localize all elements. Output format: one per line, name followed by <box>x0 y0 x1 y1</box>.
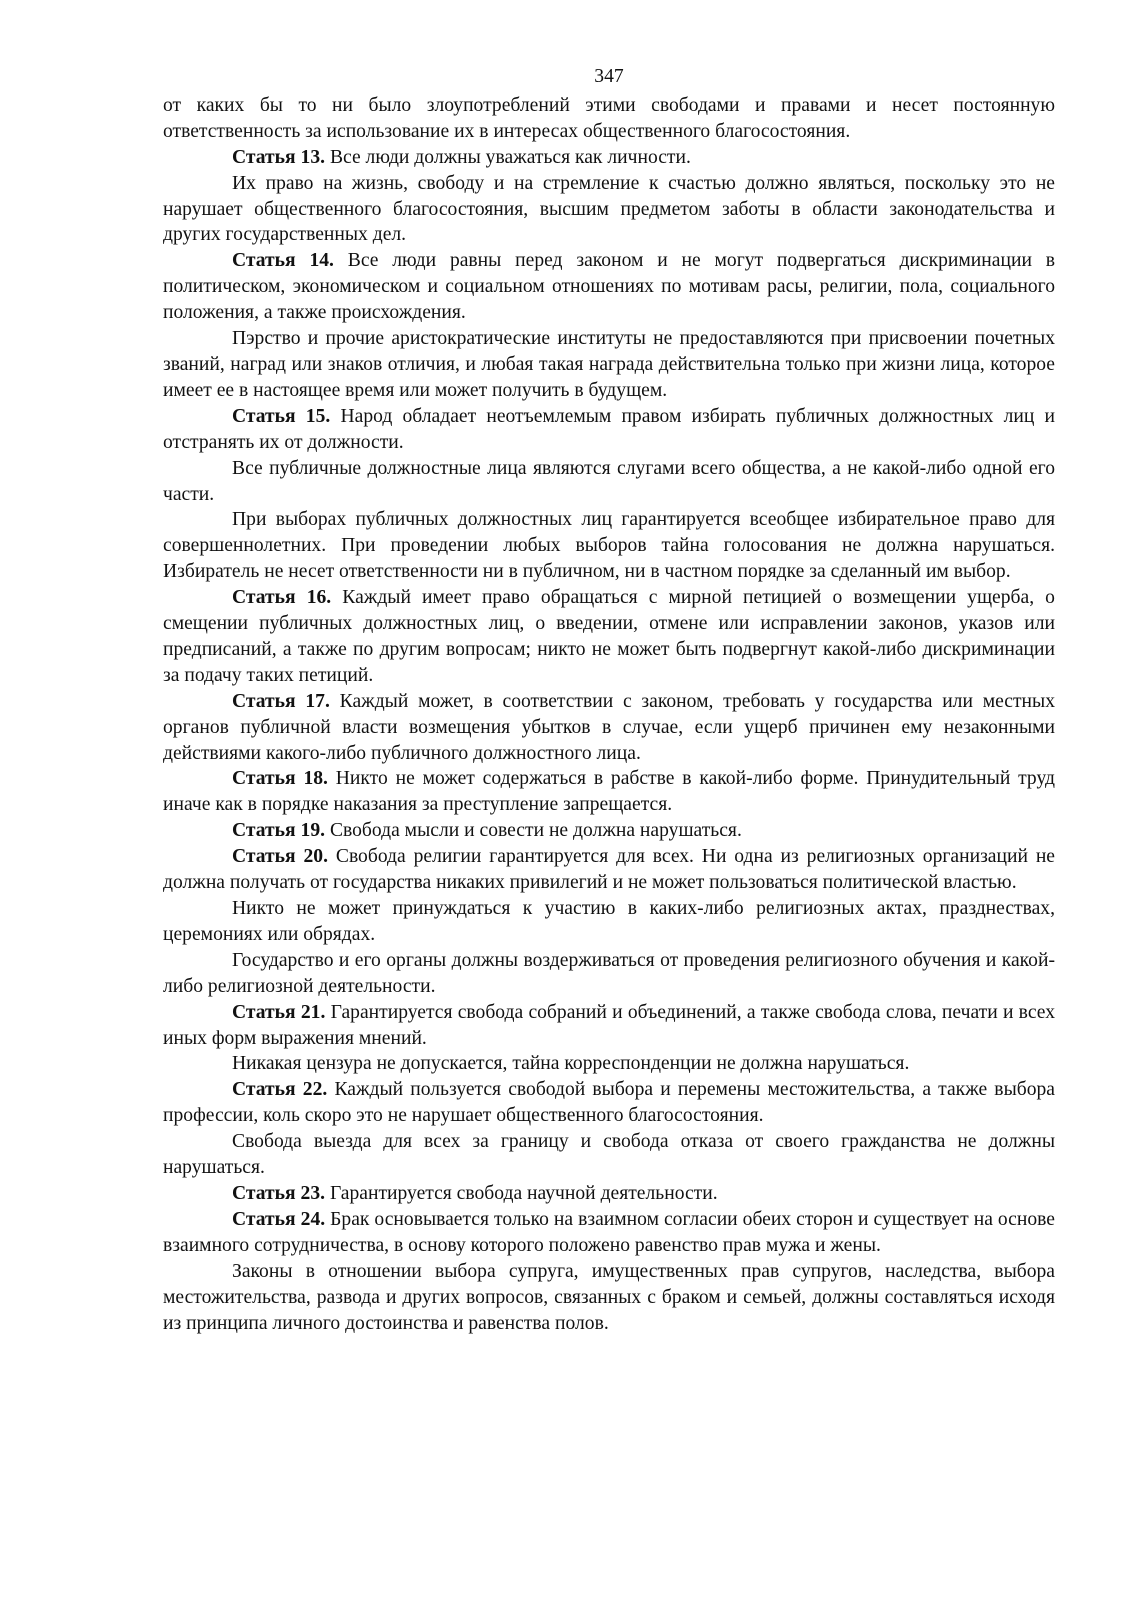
paragraph-text: Пэрство и прочие аристократические институты не предоставляются при присвоении почетных званий, наград или знаков отличия, и любая такая награда действительна только при жизни лица, которое имеет ее в настоящее время или может получить в будущем. <box>163 328 1055 401</box>
article-paragraph <box>163 689 1055 767</box>
article-label: Статья 13. <box>232 146 326 168</box>
paragraph-text: Никто не может содержаться в рабстве в какой-либо форме. Принудительный труд иначе как в порядке наказания за преступление запрещается. <box>163 768 1055 816</box>
article-paragraph <box>163 1207 1055 1259</box>
paragraph-text: Их право на жизнь, свободу и на стремление к счастью должно являться, поскольку это не нарушает общественного благосостояния, высшим предметом заботы в области законодательства и других государственных дел. <box>163 172 1055 246</box>
paragraph-text: Гарантируется свобода собраний и объединений, а также свобода слова, печати и всех иных форм выражения мнений. <box>163 1001 1055 1049</box>
paragraph-text: Гарантируется свобода научной деятельности. <box>329 1182 718 1204</box>
article-paragraph <box>163 1181 1055 1207</box>
article-label: Статья 24. <box>232 1208 326 1230</box>
page-number: 347 <box>594 66 624 87</box>
article-paragraph <box>163 1000 1055 1052</box>
paragraph <box>163 1259 1055 1337</box>
paragraph-text: Законы в отношении выбора супруга, имущественных прав супругов, наследства, выбора местожительства, развода и других вопросов, связанных с браком и семьей, должны составляться исходя из принципа личного достоинства и равенства полов. <box>163 1260 1055 1334</box>
paragraph-text: Брак основывается только на взаимном согласии обеих сторон и существует на основе взаимного сотрудничества, в основу которого положено равенство прав мужа и жены. <box>163 1208 1055 1256</box>
article-label: Статья 15. <box>232 405 331 427</box>
paragraph-text: Все люди равны перед законом и не могут подвергаться дискриминации в политическом, экономическом и социальном отношениях по мотивам расы, религии, пола, социального положения, а также происхождения. <box>163 250 1055 324</box>
paragraph-text: Никакая цензура не допускается, тайна корреспонденции не должна нарушаться. <box>232 1053 910 1075</box>
document-page <box>163 64 1055 1336</box>
paragraph-text: Каждый имеет право обращаться с мирной петицией о возмещении ущерба, о смещении публичных должностных лиц, о введении, отмене или исправлении законов, указов или предписаний, а также по другим вопросам; никто не может быть подвергнут какой-либо дискриминации за подачу таких петиций. <box>163 587 1055 686</box>
article-label: Статья 16. <box>232 587 332 609</box>
paragraph <box>163 171 1055 249</box>
article-label: Статья 17. <box>232 690 330 712</box>
paragraph-text: Никто не может принуждаться к участию в каких-либо религиозных актах, празднествах, церемониях или обрядах. <box>163 898 1055 945</box>
article-paragraph <box>163 404 1055 456</box>
paragraph-text: Все люди должны уважаться как личности. <box>329 146 691 168</box>
article-label: Статья 18. <box>232 768 328 790</box>
paragraph <box>163 507 1055 585</box>
paragraph <box>163 1129 1055 1181</box>
paragraph-text: Все публичные должностные лица являются слугами всего общества, а не какой-либо одной его части. <box>163 457 1055 505</box>
paragraph-text: от каких бы то ни было злоупотреблений этими свободами и правами и несет постоянную ответственность за использование их в интересах общественного благосостояния. <box>163 94 1055 142</box>
paragraph-text: Государство и его органы должны воздерживаться от проведения религиозного обучения и какой-либо религиозной деятельности. <box>163 949 1055 997</box>
paragraph-text: Свобода выезда для всех за границу и свобода отказа от своего гражданства не должны нарушаться. <box>163 1131 1055 1179</box>
document-body <box>163 93 1055 1337</box>
article-paragraph <box>163 766 1055 818</box>
article-paragraph <box>163 818 1055 844</box>
paragraph-text: Свобода религии гарантируется для всех. Ни одна из религиозных организаций не должна получать от государства никаких привилегий и не может пользоваться политической властью. <box>163 846 1056 894</box>
paragraph-text: Каждый пользуется свободой выбора и перемены местожительства, а также выбора профессии, коль скоро это не нарушает общественного благосостояния. <box>163 1079 1055 1127</box>
article-label: Статья 22. <box>232 1079 328 1101</box>
article-paragraph <box>163 1077 1055 1129</box>
article-paragraph <box>163 248 1055 326</box>
article-label: Статья 19. <box>232 820 326 842</box>
article-label: Статья 14. <box>232 250 334 272</box>
article-paragraph <box>163 145 1055 171</box>
article-label: Статья 20. <box>232 846 328 868</box>
paragraph-text: При выборах публичных должностных лиц гарантируется всеобщее избирательное право для совершеннолетних. При проведении любых выборов тайна голосования не должна нарушаться. Избиратель не несет ответственности ни в публичном, ни в частном порядке за сделанный им выбор. <box>163 509 1055 583</box>
paragraph <box>163 93 1055 145</box>
paragraph-text: Свобода мысли и совести не должна нарушаться. <box>329 820 742 842</box>
paragraph-text: Каждый может, в соответствии с законом, требовать у государства или местных органов публичной власти возмещения убытков в случае, если ущерб причинен ему незаконными действиями какого-либо публичного должностного лица. <box>163 690 1055 764</box>
paragraph <box>163 456 1055 508</box>
article-paragraph <box>163 585 1055 689</box>
paragraph <box>163 1051 1055 1077</box>
paragraph <box>163 896 1055 948</box>
paragraph-text: Народ обладает неотъемлемым правом избирать публичных должностных лиц и отстранять их от должности. <box>163 405 1055 453</box>
paragraph <box>163 326 1055 404</box>
paragraph <box>163 948 1055 1000</box>
article-paragraph <box>163 844 1055 896</box>
article-label: Статья 21. <box>232 1001 326 1023</box>
article-label: Статья 23. <box>232 1182 326 1204</box>
